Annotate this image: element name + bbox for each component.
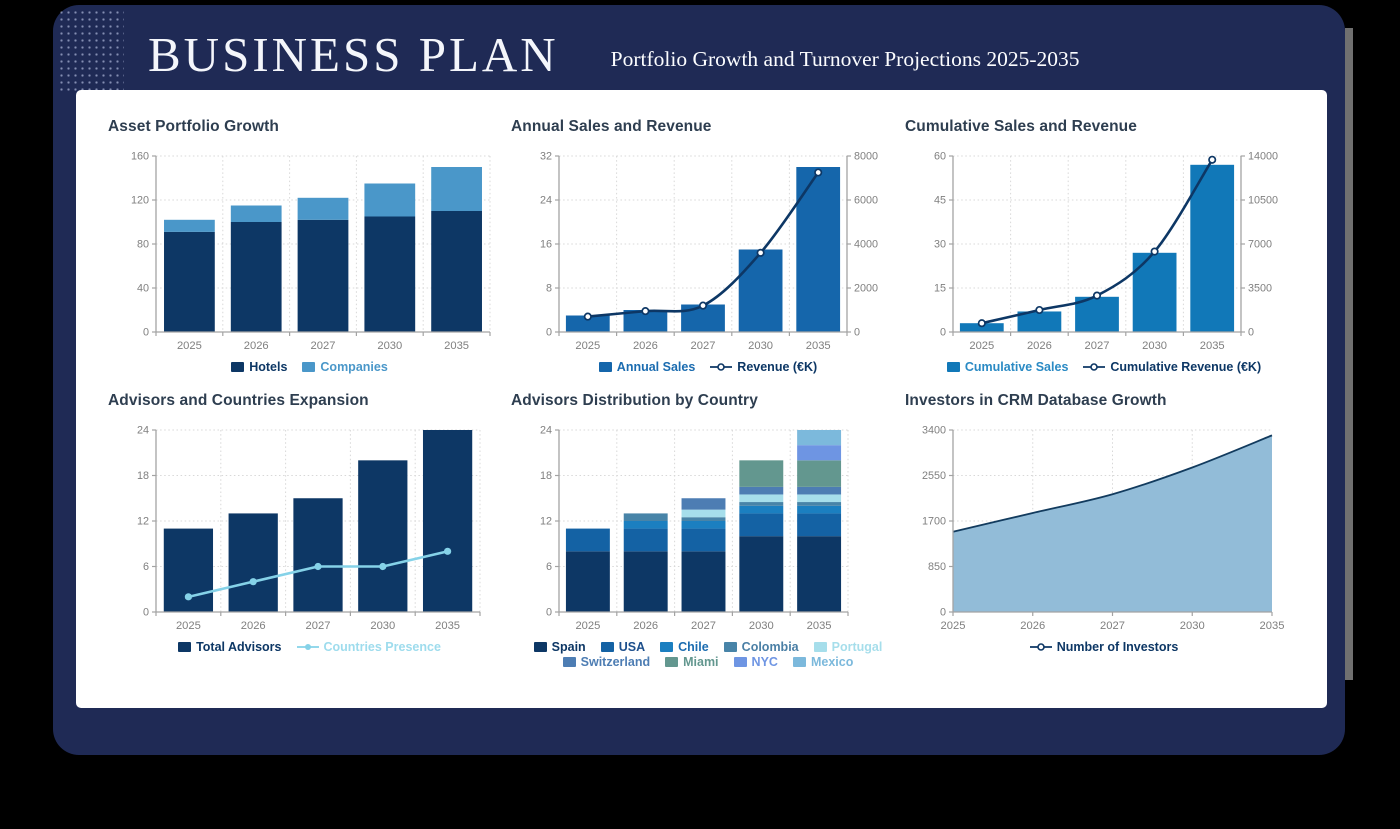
- svg-text:2035: 2035: [435, 620, 461, 632]
- legend-label: Mexico: [810, 655, 854, 669]
- svg-text:120: 120: [130, 194, 149, 207]
- legend: [511, 640, 905, 669]
- chart-title: Advisors and Countries Expansion: [108, 392, 369, 409]
- legend-item-hotels: [231, 360, 287, 374]
- chart-annual-sales-revenue: [511, 118, 905, 374]
- svg-text:30: 30: [933, 238, 946, 251]
- legend-label: Companies: [320, 360, 388, 374]
- svg-text:3500: 3500: [1248, 282, 1273, 295]
- legend-row: [1030, 640, 1179, 654]
- svg-text:2030: 2030: [748, 620, 774, 632]
- vertical-scrollbar[interactable]: [1345, 28, 1353, 680]
- legend-swatch-icon: [601, 642, 614, 652]
- legend-swatch-icon: [734, 657, 747, 667]
- svg-text:2027: 2027: [1084, 340, 1110, 352]
- legend-row: [178, 640, 441, 654]
- svg-text:12: 12: [136, 515, 149, 528]
- svg-text:8: 8: [545, 282, 552, 295]
- svg-text:2027: 2027: [310, 340, 336, 352]
- svg-text:6000: 6000: [854, 194, 879, 207]
- svg-text:2026: 2026: [1026, 340, 1052, 352]
- legend-line-marker-icon: [710, 362, 732, 372]
- svg-text:0: 0: [142, 326, 149, 339]
- legend-swatch-icon: [599, 362, 612, 372]
- legend-row: [231, 360, 388, 374]
- legend-item-total-advisors: [178, 640, 281, 654]
- svg-text:2030: 2030: [370, 620, 396, 632]
- svg-text:2025: 2025: [575, 620, 601, 632]
- legend-line-dot-icon: [297, 642, 319, 652]
- svg-text:2026: 2026: [632, 340, 658, 352]
- chart-advisors-countries-expansion: [108, 392, 511, 669]
- legend-swatch-icon: [563, 657, 576, 667]
- svg-text:0: 0: [939, 326, 946, 339]
- svg-text:2025: 2025: [575, 340, 601, 352]
- svg-text:15: 15: [933, 282, 946, 295]
- svg-text:40: 40: [136, 282, 149, 295]
- legend-swatch-icon: [231, 362, 244, 372]
- svg-text:24: 24: [539, 194, 552, 207]
- legend: [511, 360, 905, 374]
- legend-item-chile: [660, 640, 709, 654]
- svg-text:24: 24: [136, 424, 149, 437]
- svg-text:0: 0: [1248, 326, 1255, 339]
- svg-text:3400: 3400: [921, 424, 946, 437]
- svg-text:4000: 4000: [854, 238, 879, 251]
- legend-swatch-icon: [660, 642, 673, 652]
- legend-item-spain: [534, 640, 586, 654]
- chart-title: Cumulative Sales and Revenue: [905, 118, 1137, 135]
- svg-text:2030: 2030: [748, 340, 774, 352]
- svg-text:0: 0: [545, 326, 552, 339]
- legend: [108, 360, 511, 374]
- legend-item-switzerland: [563, 655, 650, 669]
- cumulative-sales-revenue-plot: [905, 146, 1295, 358]
- svg-text:2035: 2035: [806, 620, 832, 632]
- legend-swatch-icon: [302, 362, 315, 372]
- legend-item-number-of-investors: [1030, 640, 1179, 654]
- legend-item-countries-presence: [297, 640, 441, 654]
- svg-text:2026: 2026: [1020, 620, 1046, 632]
- investors-crm-growth-plot: [905, 420, 1290, 638]
- legend-line-marker-icon: [1030, 642, 1052, 652]
- legend-label: Cumulative Revenue (€K): [1110, 360, 1262, 374]
- svg-text:2030: 2030: [1142, 340, 1168, 352]
- annual-sales-revenue-plot: [511, 146, 901, 358]
- svg-text:6: 6: [142, 561, 149, 574]
- chart-title: Asset Portfolio Growth: [108, 118, 279, 135]
- legend: [905, 640, 1303, 654]
- svg-text:2550: 2550: [921, 470, 946, 483]
- legend-label: Switzerland: [580, 655, 651, 669]
- chart-title: Advisors Distribution by Country: [511, 392, 758, 409]
- charts-panel: [76, 90, 1327, 708]
- svg-text:1700: 1700: [921, 515, 946, 528]
- legend-row: [534, 640, 883, 654]
- legend-label: Portugal: [831, 640, 883, 654]
- svg-text:18: 18: [539, 470, 552, 483]
- legend-swatch-icon: [814, 642, 827, 652]
- legend-swatch-icon: [724, 642, 737, 652]
- legend-label: Number of Investors: [1056, 640, 1179, 654]
- advisors-countries-expansion-plot: [108, 420, 498, 638]
- svg-text:32: 32: [539, 150, 552, 163]
- legend-label: Annual Sales: [616, 360, 696, 374]
- svg-text:2026: 2026: [243, 340, 269, 352]
- chart-asset-portfolio-growth: [108, 118, 511, 374]
- chart-title: Annual Sales and Revenue: [511, 118, 712, 135]
- legend-item-cumulative-sales: [947, 360, 1069, 374]
- legend-item-mexico: [793, 655, 853, 669]
- svg-text:6: 6: [545, 561, 552, 574]
- svg-text:80: 80: [136, 238, 149, 251]
- legend-label: Total Advisors: [196, 640, 282, 654]
- svg-text:160: 160: [130, 150, 149, 163]
- svg-text:2030: 2030: [377, 340, 403, 352]
- page-title: BUSINESS PLAN: [148, 26, 559, 82]
- legend-swatch-icon: [665, 657, 678, 667]
- legend-swatch-icon: [178, 642, 191, 652]
- svg-text:2025: 2025: [176, 340, 202, 352]
- chart-advisors-distribution-country: [511, 392, 905, 669]
- svg-text:24: 24: [539, 424, 552, 437]
- chart-cumulative-sales-revenue: [905, 118, 1303, 374]
- svg-text:2000: 2000: [854, 282, 879, 295]
- svg-text:60: 60: [933, 150, 946, 163]
- legend: [108, 640, 511, 654]
- svg-text:2030: 2030: [1179, 620, 1205, 632]
- svg-text:0: 0: [142, 606, 149, 619]
- svg-text:10500: 10500: [1248, 194, 1279, 207]
- svg-text:2027: 2027: [690, 340, 716, 352]
- svg-text:8000: 8000: [854, 150, 879, 163]
- asset-portfolio-growth-plot: [108, 146, 508, 358]
- svg-text:2035: 2035: [805, 340, 831, 352]
- chart-investors-crm-growth: [905, 392, 1303, 669]
- svg-text:0: 0: [545, 606, 552, 619]
- svg-text:2025: 2025: [969, 340, 995, 352]
- svg-text:12: 12: [539, 515, 552, 528]
- legend-label: Miami: [683, 655, 719, 669]
- legend-label: Cumulative Sales: [964, 360, 1069, 374]
- svg-text:18: 18: [136, 470, 149, 483]
- legend-label: NYC: [751, 655, 778, 669]
- legend-label: Countries Presence: [323, 640, 441, 654]
- svg-text:0: 0: [939, 606, 946, 619]
- svg-text:2025: 2025: [175, 620, 201, 632]
- legend-line-marker-icon: [1083, 362, 1105, 372]
- svg-text:16: 16: [539, 238, 552, 251]
- page-subtitle: Portfolio Growth and Turnover Projections 2025-2035: [610, 46, 1080, 71]
- legend-item-colombia: [724, 640, 799, 654]
- svg-text:2027: 2027: [305, 620, 331, 632]
- svg-text:14000: 14000: [1248, 150, 1279, 163]
- legend-label: Revenue (€K): [737, 360, 818, 374]
- decorative-dot-grid: [58, 9, 124, 93]
- legend-label: Chile: [678, 640, 709, 654]
- legend-swatch-icon: [947, 362, 960, 372]
- svg-text:2035: 2035: [1259, 620, 1285, 632]
- legend-item-cumulative-revenue-k-: [1083, 360, 1261, 374]
- svg-text:2026: 2026: [240, 620, 266, 632]
- svg-text:0: 0: [854, 326, 861, 339]
- chart-title: Investors in CRM Database Growth: [905, 392, 1167, 409]
- svg-text:45: 45: [933, 194, 946, 207]
- slide-frame: [53, 5, 1345, 755]
- svg-text:2026: 2026: [633, 620, 659, 632]
- legend-row: [563, 655, 854, 669]
- legend-item-annual-sales: [599, 360, 696, 374]
- slide-header: [148, 19, 1325, 89]
- legend-label: Colombia: [741, 640, 799, 654]
- legend-label: USA: [618, 640, 646, 654]
- legend: [905, 360, 1303, 374]
- legend-item-revenue-k-: [710, 360, 817, 374]
- svg-text:850: 850: [927, 561, 946, 574]
- advisors-distribution-country-plot: [511, 420, 866, 638]
- svg-text:2035: 2035: [1199, 340, 1225, 352]
- legend-swatch-icon: [793, 657, 806, 667]
- legend-item-miami: [665, 655, 718, 669]
- svg-text:7000: 7000: [1248, 238, 1273, 251]
- legend-item-companies: [302, 360, 387, 374]
- legend-item-nyc: [734, 655, 778, 669]
- legend-item-usa: [601, 640, 645, 654]
- legend-label: Spain: [551, 640, 586, 654]
- svg-text:2027: 2027: [691, 620, 716, 632]
- legend-item-portugal: [814, 640, 883, 654]
- legend-row: [947, 360, 1261, 374]
- legend-swatch-icon: [534, 642, 547, 652]
- svg-text:2035: 2035: [444, 340, 470, 352]
- svg-text:2025: 2025: [940, 620, 966, 632]
- legend-label: Hotels: [249, 360, 288, 374]
- svg-text:2027: 2027: [1100, 620, 1125, 632]
- legend-row: [599, 360, 817, 374]
